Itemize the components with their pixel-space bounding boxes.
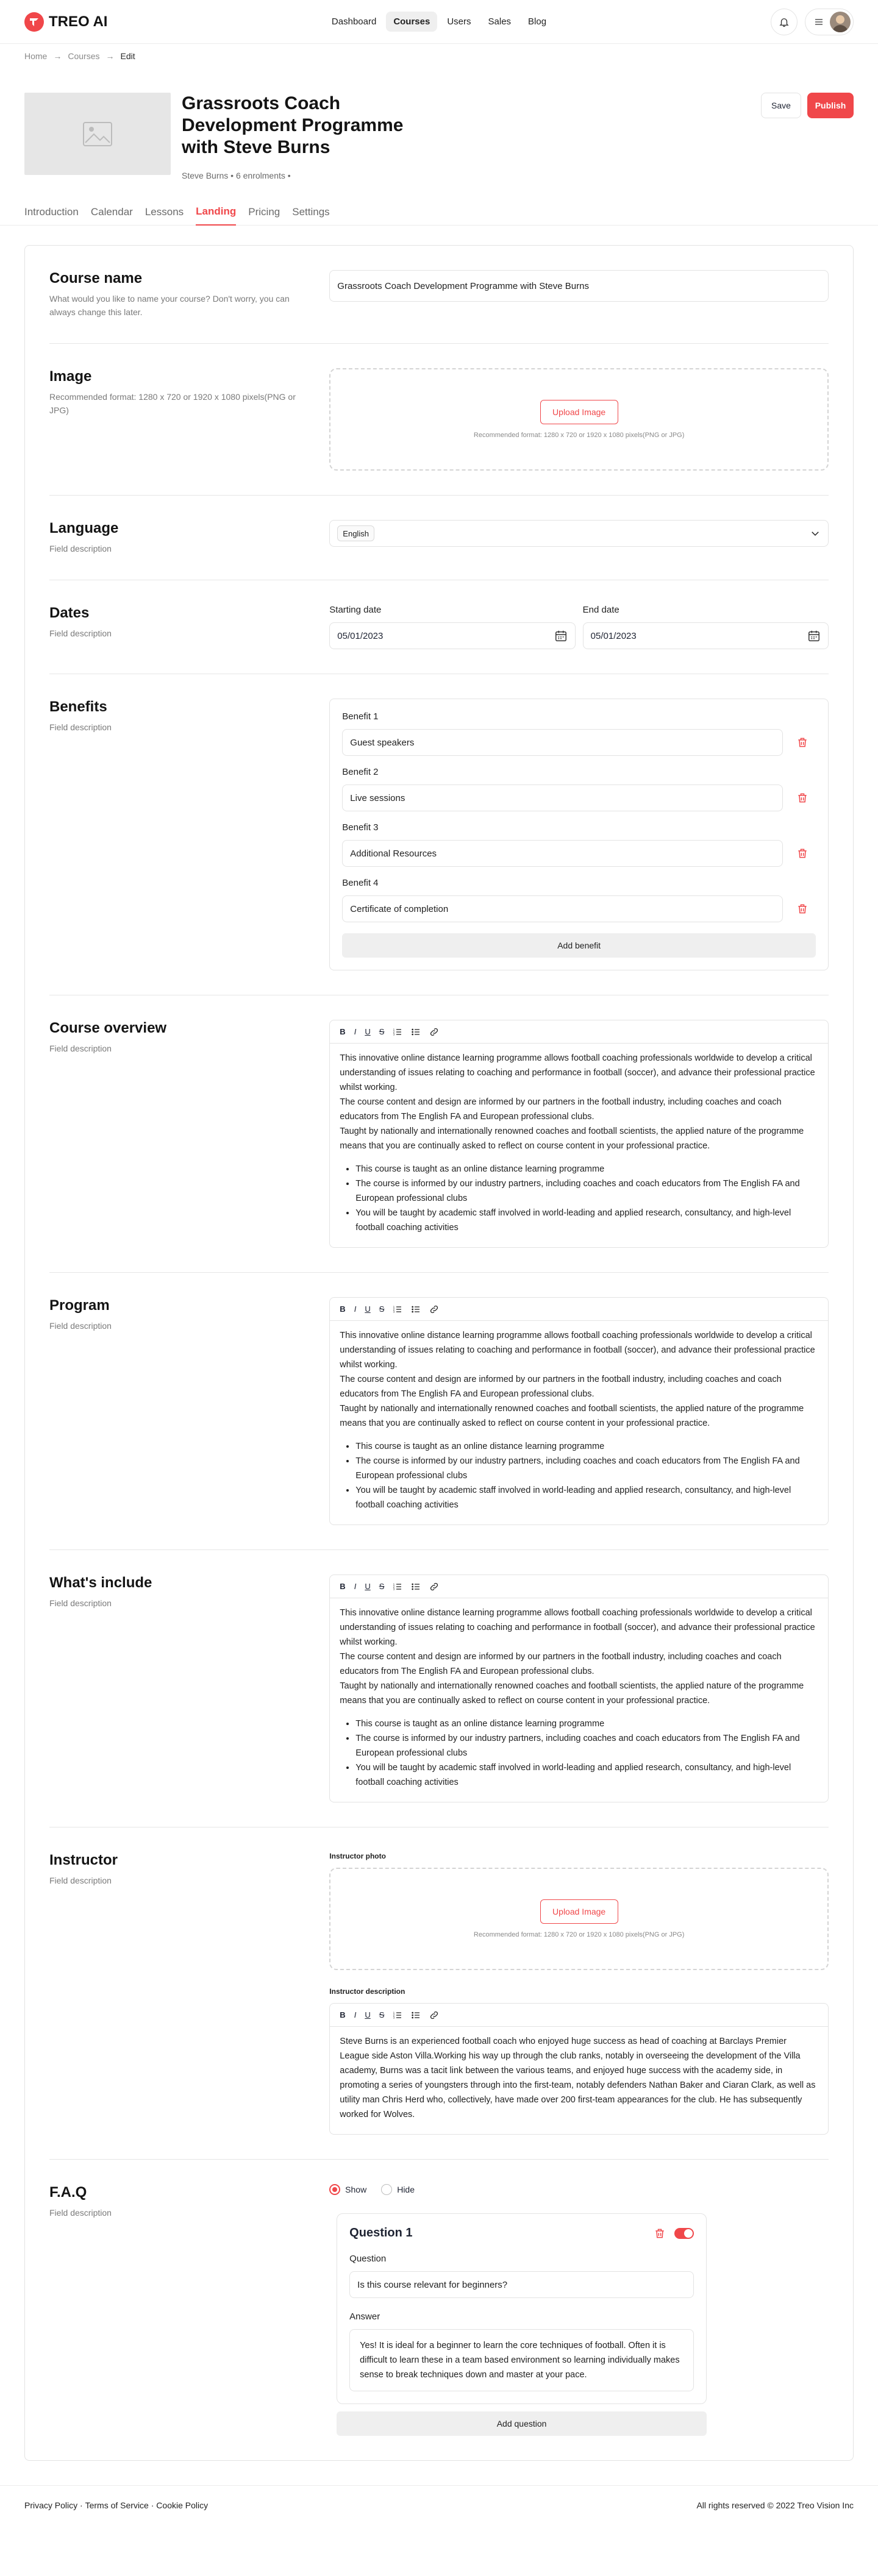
ordered-list-icon[interactable] bbox=[393, 1582, 402, 1592]
trash-icon bbox=[796, 903, 808, 915]
list-item: • The course is informed by our industry partners, including coaches and coach educators from The English FA and European professional clubs bbox=[355, 1454, 818, 1483]
section-desc: Field description bbox=[49, 1598, 112, 1608]
benefit-label: Benefit 3 bbox=[342, 822, 379, 833]
benefits-list bbox=[329, 699, 829, 970]
paragraph: Taught by nationally and internationally renowned coaches and football scientists, the applied nature of the programme means that you are continually asked to reflect on course content in your professional practice. bbox=[340, 1126, 804, 1151]
bold-button[interactable]: B bbox=[340, 1027, 346, 1036]
copyright: All rights reserved © 2022 Treo Vision Inc bbox=[696, 2500, 854, 2510]
radio-unchecked-icon bbox=[381, 2184, 392, 2195]
section-title: What's include bbox=[49, 1574, 152, 1591]
section-desc: Field description bbox=[49, 2208, 112, 2218]
section-whats-include bbox=[49, 1550, 829, 1827]
bullet-list-icon[interactable] bbox=[411, 1304, 421, 1314]
editor-toolbar bbox=[330, 1020, 828, 1044]
language-select[interactable] bbox=[329, 520, 829, 547]
underline-button[interactable]: U bbox=[365, 2010, 371, 2019]
course-name-input[interactable]: Grassroots Coach Development Programme with Steve Burns bbox=[329, 270, 829, 302]
answer-input[interactable]: Yes! It is ideal for a beginner to learn the core techniques of football. Often it is difficult to learn these in a team based environment so learning individually makes sense to break techniques down and master at your pace. bbox=[349, 2329, 694, 2391]
section-dates bbox=[49, 580, 829, 674]
svg-text:2: 2 bbox=[393, 2013, 395, 2016]
language-chip: English bbox=[337, 525, 374, 541]
svg-text:2: 2 bbox=[393, 1307, 395, 1311]
user-menu[interactable] bbox=[805, 9, 854, 35]
tab-landing[interactable]: Landing bbox=[196, 199, 236, 226]
question-title: Question 1 bbox=[349, 2226, 413, 2240]
section-title: F.A.Q bbox=[49, 2184, 87, 2201]
list-item: • You will be taught by academic staff involved in world-leading and applied research, consultancy, and high-level football coaching activities bbox=[355, 1483, 818, 1512]
radio-label: Show bbox=[345, 2185, 367, 2194]
benefit-input[interactable]: Additional Resources bbox=[342, 840, 783, 867]
rich-text-editor[interactable] bbox=[329, 1574, 829, 1802]
publish-button[interactable]: Publish bbox=[807, 93, 854, 118]
underline-button[interactable]: U bbox=[365, 1027, 371, 1036]
list-item: • You will be taught by academic staff involved in world-leading and applied research, consultancy, and high-level football coaching activities bbox=[355, 1206, 818, 1235]
svg-text:1: 1 bbox=[393, 1027, 395, 1031]
section-instructor bbox=[49, 1827, 829, 2160]
benefit-item bbox=[342, 878, 816, 922]
section-desc: Field description bbox=[49, 1321, 112, 1331]
question-visibility-toggle[interactable] bbox=[674, 2228, 694, 2239]
paragraph: This innovative online distance learning programme allows football coaching professionals worldwide to develop a critical understanding of issues relating to coaching and performance in football (soccer), and advance their professional practice whilst working. bbox=[340, 1053, 815, 1092]
instructor-photo-dropzone[interactable] bbox=[329, 1868, 829, 1970]
section-title: Course overview bbox=[49, 1020, 167, 1036]
section-benefits bbox=[49, 674, 829, 995]
bold-button[interactable]: B bbox=[340, 2010, 346, 2019]
underline-button[interactable]: U bbox=[365, 1304, 371, 1314]
trash-icon bbox=[796, 736, 808, 749]
delete-benefit-button[interactable] bbox=[789, 895, 816, 922]
radio-checked-icon bbox=[329, 2184, 340, 2195]
cookie-policy-link[interactable]: Cookie Policy bbox=[156, 2500, 209, 2510]
nav-users[interactable]: Users bbox=[447, 16, 471, 27]
section-title: Language bbox=[49, 520, 119, 536]
bullet-list-icon[interactable] bbox=[411, 1027, 421, 1037]
breadcrumb-courses[interactable]: Courses bbox=[68, 51, 100, 61]
trash-icon bbox=[796, 847, 808, 859]
svg-text:3: 3 bbox=[393, 1587, 395, 1590]
ordered-list-icon[interactable] bbox=[393, 1027, 402, 1037]
rich-text-editor[interactable] bbox=[329, 2003, 829, 2135]
section-title: Instructor bbox=[49, 1852, 118, 1868]
benefit-label: Benefit 2 bbox=[342, 767, 379, 777]
bold-button[interactable]: B bbox=[340, 1582, 346, 1591]
list-item: • This course is taught as an online distance learning programme bbox=[355, 1162, 818, 1176]
image-dropzone[interactable] bbox=[329, 368, 829, 471]
benefit-input[interactable]: Certificate of completion bbox=[342, 895, 783, 922]
course-meta: Steve Burns • 6 enrolments • bbox=[182, 171, 291, 180]
benefit-label: Benefit 4 bbox=[342, 878, 379, 888]
calendar-icon[interactable] bbox=[554, 629, 568, 642]
top-bar bbox=[0, 0, 878, 44]
breadcrumb bbox=[0, 44, 878, 68]
logo[interactable] bbox=[24, 12, 107, 32]
paragraph: This innovative online distance learning programme allows football coaching professionals worldwide to develop a critical understanding of issues relating to coaching and performance in football (soccer), and advance their professional practice whilst working. bbox=[340, 1331, 815, 1370]
paragraph: The course content and design are informed by our partners in the football industry, including coaches and coach educators from The English FA and European professional clubs. bbox=[340, 1652, 782, 1676]
underline-button[interactable]: U bbox=[365, 1582, 371, 1591]
tab-introduction[interactable]: Introduction bbox=[24, 206, 79, 218]
list-item: • This course is taught as an online distance learning programme bbox=[355, 1439, 818, 1454]
instructor-photo-label: Instructor photo bbox=[329, 1852, 386, 1860]
italic-button[interactable]: I bbox=[354, 1027, 357, 1036]
nav-courses[interactable]: Courses bbox=[386, 12, 437, 32]
italic-button[interactable]: I bbox=[354, 1582, 357, 1591]
svg-text:2: 2 bbox=[393, 1584, 395, 1588]
bold-button[interactable]: B bbox=[340, 1304, 346, 1314]
svg-text:3: 3 bbox=[393, 2015, 395, 2019]
section-image bbox=[49, 344, 829, 496]
link-icon[interactable] bbox=[429, 1304, 439, 1314]
section-course-overview bbox=[49, 995, 829, 1273]
breadcrumb-home[interactable]: Home bbox=[24, 51, 48, 61]
nav-blog[interactable]: Blog bbox=[528, 16, 547, 27]
section-language bbox=[49, 496, 829, 580]
section-program bbox=[49, 1273, 829, 1550]
instructor-description-label: Instructor description bbox=[329, 1987, 405, 1996]
end-date-label: End date bbox=[582, 605, 619, 615]
bullet-list-icon[interactable] bbox=[411, 1582, 421, 1592]
section-course-name bbox=[49, 246, 829, 344]
terms-link[interactable]: Terms of Service bbox=[85, 2500, 149, 2510]
delete-benefit-button[interactable] bbox=[789, 785, 816, 811]
svg-text:1: 1 bbox=[393, 1582, 395, 1585]
benefit-item bbox=[342, 711, 816, 756]
svg-text:2: 2 bbox=[393, 1030, 395, 1033]
radio-label: Hide bbox=[397, 2185, 415, 2194]
italic-button[interactable]: I bbox=[354, 1304, 357, 1314]
benefit-item bbox=[342, 767, 816, 811]
notifications-button[interactable] bbox=[771, 9, 798, 35]
section-desc: Recommended format: 1280 x 720 or 1920 x 1080 pixels(PNG or JPG) bbox=[49, 392, 296, 415]
tab-calendar[interactable]: Calendar bbox=[90, 206, 133, 218]
trash-icon bbox=[796, 792, 808, 804]
svg-text:1: 1 bbox=[393, 1304, 395, 1308]
bullet-list-icon[interactable] bbox=[411, 2010, 421, 2020]
bell-icon bbox=[779, 16, 790, 27]
image-placeholder-icon bbox=[83, 122, 112, 146]
rich-text-editor[interactable] bbox=[329, 1297, 829, 1525]
landing-form bbox=[24, 245, 854, 2461]
benefit-input[interactable]: Guest speakers bbox=[342, 729, 783, 756]
section-desc: Field description bbox=[49, 544, 112, 553]
section-title: Image bbox=[49, 368, 92, 385]
course-thumbnail bbox=[24, 93, 171, 175]
brand-name: TREO AI bbox=[49, 13, 108, 30]
upload-image-button[interactable]: Upload Image bbox=[540, 1899, 618, 1924]
link-icon[interactable] bbox=[429, 1582, 439, 1592]
benefit-label: Benefit 1 bbox=[342, 711, 379, 722]
link-icon[interactable] bbox=[429, 2010, 439, 2020]
section-title: Dates bbox=[49, 605, 90, 621]
strikethrough-button[interactable]: S bbox=[379, 2010, 385, 2019]
section-desc: Field description bbox=[49, 722, 112, 732]
list-item: • The course is informed by our industry partners, including coaches and coach educators from The English FA and European professional clubs bbox=[355, 1176, 818, 1206]
paragraph: The course content and design are informed by our partners in the football industry, including coaches and coach educators from The English FA and European professional clubs. bbox=[340, 1375, 782, 1399]
paragraph: Taught by nationally and internationally renowned coaches and football scientists, the applied nature of the programme means that you are continually asked to reflect on course content in your professional practice. bbox=[340, 1404, 804, 1428]
logo-icon bbox=[24, 12, 44, 32]
section-desc: What would you like to name your course? Don't worry, you can always change this later. bbox=[49, 294, 290, 317]
strikethrough-button[interactable]: S bbox=[379, 1304, 385, 1314]
nav-sales[interactable]: Sales bbox=[488, 16, 512, 27]
paragraph: Taught by nationally and internationally renowned coaches and football scientists, the applied nature of the programme means that you are continually asked to reflect on course content in your professional practice. bbox=[340, 1681, 804, 1706]
save-button[interactable]: Save bbox=[761, 93, 801, 118]
ordered-list-icon[interactable] bbox=[393, 1304, 402, 1314]
strikethrough-button[interactable]: S bbox=[379, 1027, 385, 1036]
italic-button[interactable]: I bbox=[354, 2010, 357, 2019]
editor-toolbar bbox=[330, 2004, 828, 2027]
arrow-right-icon: → bbox=[105, 51, 115, 61]
link-icon[interactable] bbox=[429, 1027, 439, 1037]
benefit-item bbox=[342, 822, 816, 867]
delete-benefit-button[interactable] bbox=[789, 729, 816, 756]
upload-image-button[interactable]: Upload Image bbox=[540, 400, 618, 424]
ordered-list-icon[interactable] bbox=[393, 2010, 402, 2020]
section-title: Benefits bbox=[49, 699, 107, 715]
trash-icon[interactable] bbox=[654, 2227, 666, 2240]
editor-toolbar bbox=[330, 1298, 828, 1321]
separator: · bbox=[148, 2500, 157, 2510]
main-nav bbox=[324, 12, 554, 32]
faq-show-radio[interactable] bbox=[329, 2184, 366, 2195]
breadcrumb-current: Edit bbox=[120, 51, 135, 61]
section-title: Course name bbox=[49, 270, 143, 286]
section-title: Program bbox=[49, 1297, 110, 1314]
paragraph: This innovative online distance learning programme allows football coaching professionals worldwide to develop a critical understanding of issues relating to coaching and performance in football (soccer), and advance their professional practice whilst working. bbox=[340, 1608, 815, 1647]
calendar-icon[interactable] bbox=[807, 629, 821, 642]
section-desc: Field description bbox=[49, 628, 112, 638]
arrow-right-icon: → bbox=[53, 51, 62, 61]
section-desc: Field description bbox=[49, 1044, 112, 1053]
svg-text:3: 3 bbox=[393, 1309, 395, 1313]
chevron-down-icon bbox=[810, 528, 821, 539]
strikethrough-button[interactable]: S bbox=[379, 1582, 385, 1591]
list-item: • The course is informed by our industry partners, including coaches and coach educators from The English FA and European professional clubs bbox=[355, 1731, 818, 1760]
start-date-label: Starting date bbox=[329, 605, 382, 615]
list-item: • This course is taught as an online distance learning programme bbox=[355, 1717, 818, 1731]
delete-benefit-button[interactable] bbox=[789, 840, 816, 867]
end-date-input[interactable] bbox=[583, 622, 829, 649]
privacy-policy-link[interactable]: Privacy Policy bbox=[24, 2500, 78, 2510]
start-date-input[interactable] bbox=[329, 622, 575, 649]
paragraph: The course content and design are informed by our partners in the football industry, including coaches and coach educators from The English FA and European professional clubs. bbox=[340, 1097, 782, 1122]
editor-toolbar bbox=[330, 1575, 828, 1598]
add-benefit-button[interactable]: Add benefit bbox=[342, 933, 816, 958]
course-title: Grassroots Coach Development Programme with Steve Burns bbox=[182, 93, 404, 157]
editor-content[interactable] bbox=[330, 1044, 828, 1247]
dropzone-hint: Recommended format: 1280 x 720 or 1920 x 1080 pixels(PNG or JPG) bbox=[473, 432, 685, 439]
benefit-input[interactable]: Live sessions bbox=[342, 785, 783, 811]
end-date-value: 05/01/2023 bbox=[590, 630, 637, 641]
tab-settings[interactable]: Settings bbox=[292, 206, 330, 218]
dropzone-hint: Recommended format: 1280 x 720 or 1920 x 1080 pixels(PNG or JPG) bbox=[473, 1931, 685, 1938]
editor-content[interactable] bbox=[330, 1598, 828, 1802]
answer-label: Answer bbox=[349, 2311, 380, 2322]
add-question-button[interactable]: Add question bbox=[337, 2411, 707, 2436]
question-input[interactable]: Is this course relevant for beginners? bbox=[349, 2271, 694, 2298]
editor-content[interactable]: Steve Burns is an experienced football coach who enjoyed huge success as head of coaching at Barclays Premier League side Aston Villa.Working his way up through the club ranks, notably in overseeing the development of the Villa academy, Burns was a tacit link between the various teams, and enjoyed huge success with the academy side, in promoting a series of youngsters through into the first-team, notably defenders Nathan Baker and Ciaran Clark, as well as utility man Chris Herd who, collectively, have made over 200 first-team appearances for the club. He has subsequently worked for Wolves. bbox=[340, 2037, 816, 2119]
editor-content[interactable] bbox=[330, 1321, 828, 1525]
menu-icon bbox=[814, 17, 824, 27]
rich-text-editor[interactable] bbox=[329, 1020, 829, 1248]
svg-text:3: 3 bbox=[393, 1032, 395, 1036]
section-desc: Field description bbox=[49, 1876, 112, 1885]
start-date-value: 05/01/2023 bbox=[337, 630, 384, 641]
faq-hide-radio[interactable] bbox=[381, 2184, 415, 2195]
svg-text:1: 1 bbox=[393, 2010, 395, 2014]
avatar bbox=[830, 12, 851, 32]
footer bbox=[0, 2485, 878, 2524]
tab-lessons[interactable]: Lessons bbox=[145, 206, 184, 218]
course-header bbox=[0, 68, 878, 180]
course-tabs bbox=[0, 199, 878, 226]
faq-question-card bbox=[337, 2213, 707, 2404]
section-faq bbox=[49, 2160, 829, 2460]
question-label: Question bbox=[349, 2254, 387, 2264]
nav-dashboard[interactable]: Dashboard bbox=[331, 16, 377, 27]
tab-pricing[interactable]: Pricing bbox=[248, 206, 280, 218]
separator: · bbox=[77, 2500, 85, 2510]
list-item: • You will be taught by academic staff involved in world-leading and applied research, consultancy, and high-level football coaching activities bbox=[355, 1760, 818, 1790]
